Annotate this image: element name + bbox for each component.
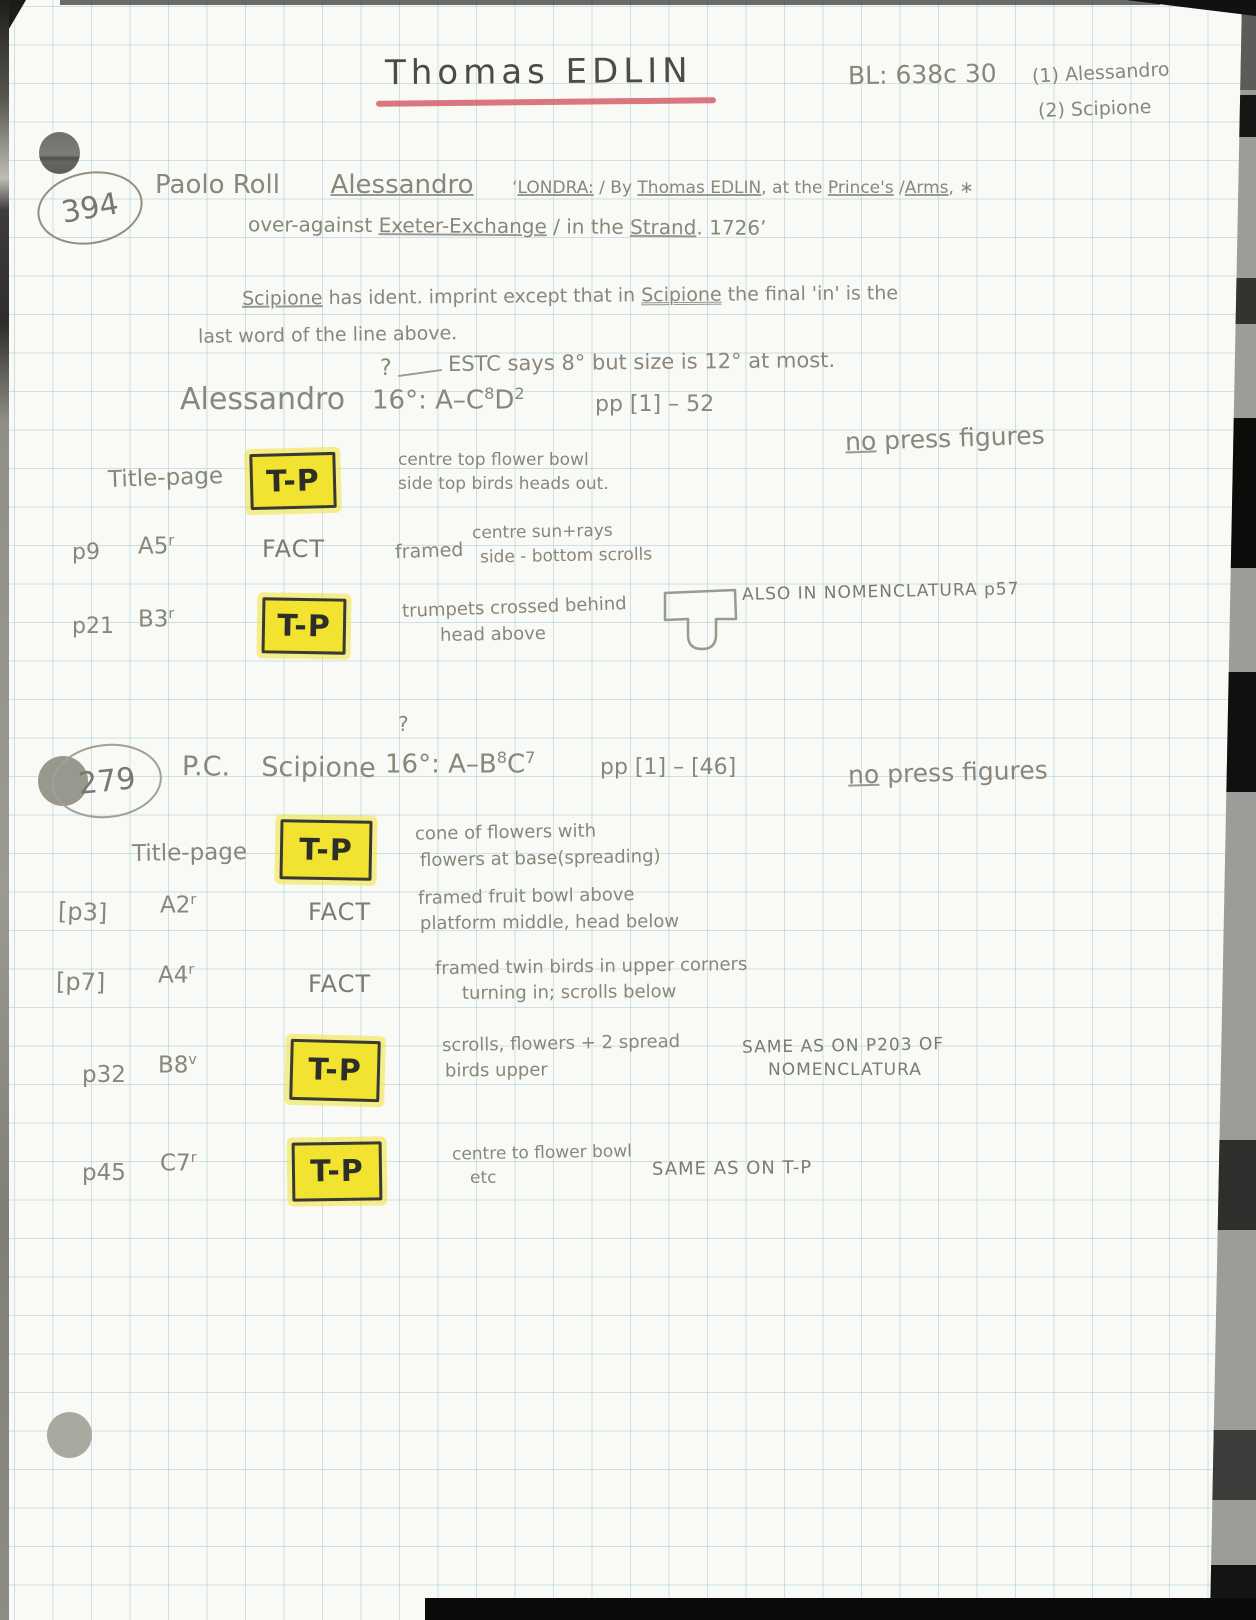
signature-base: C7 — [160, 1150, 191, 1177]
device-type-label: FACT — [262, 535, 326, 563]
scholar-note-line-1: Scipione has ident. imprint except that in Scipione the final 'in' is the — [241, 282, 899, 310]
entry-number-badge — [32, 163, 149, 252]
imprint-line-1: ‘LONDRA: / By Thomas EDLIN, at the Prince's /Arms, ∗ — [512, 178, 974, 198]
device-description-line1: centre sun+rays — [471, 520, 613, 544]
device-description-line2: birds upper — [444, 1059, 548, 1082]
signature-sup: r — [190, 892, 197, 908]
imprint-line-2: over-against Exeter-Exchange / in the Strand. 1726’ — [247, 212, 767, 240]
page-title: Thomas EDLIN — [384, 50, 693, 94]
scan-artifact — [1208, 672, 1256, 792]
device-type-label: FACT — [308, 898, 372, 926]
signature-base: A5 — [138, 533, 169, 560]
signature-ref — [160, 892, 196, 919]
scan-artifact — [1208, 1430, 1256, 1500]
entry-heading-line — [182, 751, 376, 784]
device-description-line1: trumpets crossed behind — [401, 593, 628, 622]
signature-sup: r — [168, 606, 175, 622]
cross-reference-note-line1: SAME AS ON P203 OF — [741, 1034, 945, 1058]
query-connector-line — [398, 369, 442, 377]
signature-ref — [158, 962, 194, 989]
signature-sup: r — [188, 962, 195, 978]
shelfmark: BL: 638c 30 — [847, 58, 997, 91]
tp-highlight — [289, 1039, 381, 1102]
page-ref: p45 — [82, 1160, 126, 1186]
signature-base: B3 — [138, 606, 169, 633]
signature-sup: v — [188, 1052, 197, 1068]
tp-highlight — [262, 597, 347, 654]
scan-corner-top-right — [1126, 0, 1256, 16]
signature-ref — [158, 1052, 197, 1079]
scan-edge-bottom — [425, 1598, 1256, 1620]
device-description — [398, 448, 718, 496]
estc-query-mark: ? — [380, 356, 392, 381]
cross-reference-note: SAME AS ON T-P — [651, 1157, 813, 1180]
device-description-line1: scrolls, flowers + 2 spread — [441, 1030, 681, 1057]
scan-edge-left — [0, 0, 9, 1620]
device-description-line1: framed fruit bowl above — [417, 884, 635, 909]
scan-edge-right — [1208, 0, 1256, 1620]
scan-artifact — [1208, 418, 1256, 568]
scan-artifact — [1208, 1140, 1256, 1230]
entry-number: 394 — [58, 185, 122, 231]
work-title: Scipione — [261, 751, 376, 784]
device-description-pre: framed — [394, 538, 464, 564]
red-underline — [376, 97, 716, 107]
entry-heading-line — [155, 170, 974, 200]
scan-artifact — [1208, 278, 1256, 324]
device-description-line2: turning in; scrolls below — [461, 981, 677, 1004]
work-title: Alessandro — [330, 170, 474, 200]
ornament-sketch — [655, 583, 743, 655]
press-figures-note: no press figures — [847, 755, 1049, 790]
signature-base: A4 — [158, 962, 189, 989]
signature-base: A2 — [160, 892, 191, 919]
signature-ref — [160, 1150, 197, 1177]
page-ref: [p7] — [55, 967, 106, 997]
device-description-line2: side - bottom scrolls — [479, 544, 653, 568]
pagination-note: pp [1] – [46] — [600, 755, 737, 780]
signature-sup: r — [190, 1150, 197, 1166]
device-type-label: FACT — [308, 970, 372, 998]
page-ref: Title-page — [107, 463, 224, 493]
tp-highlight — [292, 1141, 383, 1201]
signature-ref — [138, 606, 174, 633]
shelfmark-copy-2: (2) Scipione — [1037, 96, 1152, 122]
device-type-label: T-P — [307, 1052, 363, 1089]
tp-highlight — [249, 452, 336, 510]
device-description-line2: side top birds heads out. — [398, 474, 609, 494]
device-description-line1: framed twin birds in upper corners — [434, 953, 748, 980]
scholar-note-line-2: last word of the line above. — [197, 322, 458, 348]
page-ref: Title-page — [131, 838, 248, 868]
hole-punch — [39, 132, 80, 174]
device-type-label: T-P — [298, 832, 354, 868]
entry-number: 279 — [76, 760, 138, 802]
page-ref: p21 — [72, 614, 114, 639]
cross-reference-note-line2: NOMENCLATURA — [768, 1060, 922, 1080]
hole-punch — [47, 1412, 92, 1458]
device-description-line1: centre top flower bowl — [398, 450, 589, 470]
device-description-line1: cone of flowers with — [414, 820, 597, 845]
tp-highlight — [279, 819, 372, 881]
press-figures-note: no press figures — [844, 420, 1046, 457]
device-type-label: T-P — [276, 608, 332, 644]
scan-artifact — [1208, 95, 1256, 137]
signature-base: B8 — [158, 1052, 189, 1079]
page-ref: p32 — [82, 1062, 126, 1088]
collation-formula: 16°: $A-B^8C^7$ — [385, 748, 536, 780]
page-ref: [p3] — [57, 897, 108, 927]
device-description-line2: etc — [470, 1168, 497, 1188]
cross-reference-note: ALSO IN NOMENCLATURA p57 — [741, 579, 1020, 605]
pagination-note: pp [1] – 52 — [595, 392, 715, 417]
estc-note: ESTC says 8° but size is 12° at most. — [447, 347, 836, 377]
device-type-label: T-P — [265, 462, 321, 500]
scan-edge-top — [60, 0, 1160, 5]
format-query-mark: ? — [398, 712, 409, 736]
device-description-line1: centre to flower bowl — [451, 1141, 633, 1165]
entry-number-badge — [48, 738, 165, 823]
signature-sup: r — [168, 533, 175, 549]
device-description-line2: flowers at base(spreading) — [419, 845, 661, 872]
author-name: Paolo Roll — [155, 170, 280, 200]
collation-work-name: Alessandro — [180, 382, 346, 417]
device-type-label: T-P — [310, 1153, 364, 1190]
device-description-line2: platform middle, head below — [419, 910, 680, 935]
device-description-line2: head above — [439, 623, 547, 646]
collation-formula: 16°: $A-C^8D^2$ — [372, 384, 525, 416]
shelfmark-copy-1: (1) Alessandro — [1031, 58, 1170, 88]
signature-ref — [138, 533, 174, 560]
page-ref: p9 — [72, 540, 100, 565]
author-name: P.C. — [181, 751, 231, 783]
